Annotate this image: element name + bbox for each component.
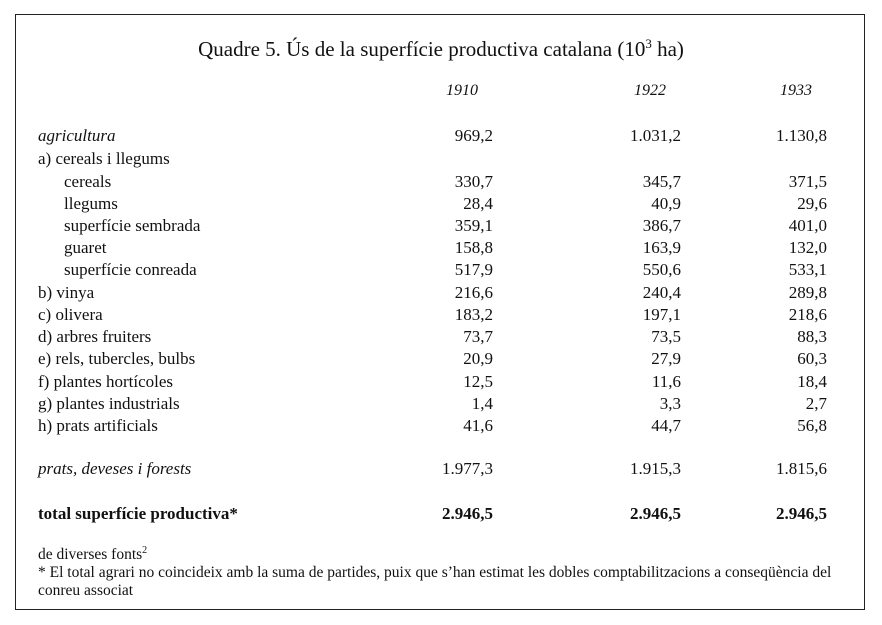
value-1910: 1,4	[471, 394, 493, 413]
value-1910: 330,7	[454, 172, 493, 191]
value-1933: 289,8	[788, 283, 827, 302]
row-label: prats, deveses i forests	[38, 459, 192, 478]
value-1910: 517,9	[454, 260, 493, 279]
row-label: a) cereals i llegums	[38, 149, 170, 168]
value-1922: 1.915,3	[630, 459, 681, 478]
value-1922: 73,5	[651, 327, 681, 346]
table-row	[0, 371, 882, 393]
value-1910: 20,9	[463, 349, 493, 368]
value-1933: 218,6	[788, 305, 827, 324]
table-row	[0, 348, 882, 370]
table-title: Quadre 5. Ús de la superfície productiva catalana ($10^3$ ha)	[198, 36, 684, 61]
value-1910: 12,5	[463, 372, 493, 391]
value-1933: 60,3	[797, 349, 827, 368]
value-1910: 359,1	[454, 216, 493, 235]
table-row	[0, 259, 882, 281]
value-1910: 183,2	[454, 305, 493, 324]
row-label: llegums	[64, 194, 118, 213]
table-row	[0, 326, 882, 348]
value-1922: 40,9	[651, 194, 681, 213]
row-label: b) vinya	[38, 283, 95, 302]
value-1922: 2.946,5	[630, 504, 681, 523]
value-1933: 401,0	[788, 216, 827, 235]
row-label: cereals	[64, 172, 112, 191]
table-row	[0, 125, 882, 147]
value-1933: 88,3	[797, 327, 827, 346]
table-row	[0, 282, 882, 304]
table-row	[0, 193, 882, 215]
row-label: e) rels, tubercles, bulbs	[38, 349, 196, 368]
value-1922: 1.031,2	[630, 126, 681, 145]
value-1933: 56,8	[797, 416, 827, 435]
header-1922: 1922	[634, 82, 666, 99]
value-1933: 533,1	[788, 260, 827, 279]
value-1933: 2.946,5	[776, 504, 827, 523]
value-1910: 1.977,3	[442, 459, 493, 478]
value-1922: 44,7	[651, 416, 681, 435]
row-label: g) plantes industrials	[38, 394, 180, 413]
value-1922: 240,4	[642, 283, 681, 302]
value-1933: 132,0	[788, 238, 827, 257]
row-label: guaret	[64, 238, 107, 257]
value-1933: 1.130,8	[776, 126, 827, 145]
row-label: superfície conreada	[64, 260, 197, 279]
table-row	[0, 237, 882, 259]
total-row	[0, 503, 882, 525]
value-1933: 29,6	[797, 194, 827, 213]
value-1922: 345,7	[642, 172, 681, 191]
row-label: superfície sembrada	[64, 216, 201, 235]
value-1922: 3,3	[659, 394, 681, 413]
header-1910: 1910	[446, 82, 478, 99]
value-1933: 371,5	[788, 172, 827, 191]
value-1910: 41,6	[463, 416, 493, 435]
row-label: agricultura	[38, 126, 116, 145]
row-label: f) plantes hortícoles	[38, 372, 174, 391]
table-row	[0, 215, 882, 237]
header-1933: 1933	[780, 82, 812, 99]
row-label: total superfície productiva*	[38, 504, 238, 523]
value-1933: 18,4	[797, 372, 827, 391]
value-1922: 163,9	[642, 238, 681, 257]
value-1933: 1.815,6	[776, 459, 827, 478]
value-1922: 27,9	[651, 349, 681, 368]
value-1910: 969,2	[454, 126, 493, 145]
column-headers	[0, 80, 882, 102]
row-label: c) olivera	[38, 305, 103, 324]
value-1910: 28,4	[463, 194, 493, 213]
row-label: h) prats artificials	[38, 416, 158, 435]
value-1910: 73,7	[463, 327, 493, 346]
row-label: d) arbres fruiters	[38, 327, 152, 346]
table-row	[0, 415, 882, 437]
value-1910: 216,6	[454, 283, 493, 302]
table-row	[0, 304, 882, 326]
footnote: * El total agrari no coincideix amb la suma de partides, puix que s’han estimat les dobles comptabilitzacions a conseqüència del conreu associat	[38, 564, 832, 600]
value-1922: 11,6	[651, 372, 681, 391]
table-row	[0, 458, 882, 480]
value-1922: 386,7	[642, 216, 681, 235]
value-1910: 2.946,5	[442, 504, 493, 523]
value-1922: 550,6	[642, 260, 681, 279]
table-notes	[38, 542, 858, 600]
source-note: de diverses fonts$^2$	[38, 545, 148, 564]
table-row	[0, 393, 882, 415]
table-row	[0, 171, 882, 193]
value-1910: 158,8	[454, 238, 493, 257]
value-1933: 2,7	[805, 394, 827, 413]
table-row	[0, 148, 882, 170]
value-1922: 197,1	[642, 305, 681, 324]
